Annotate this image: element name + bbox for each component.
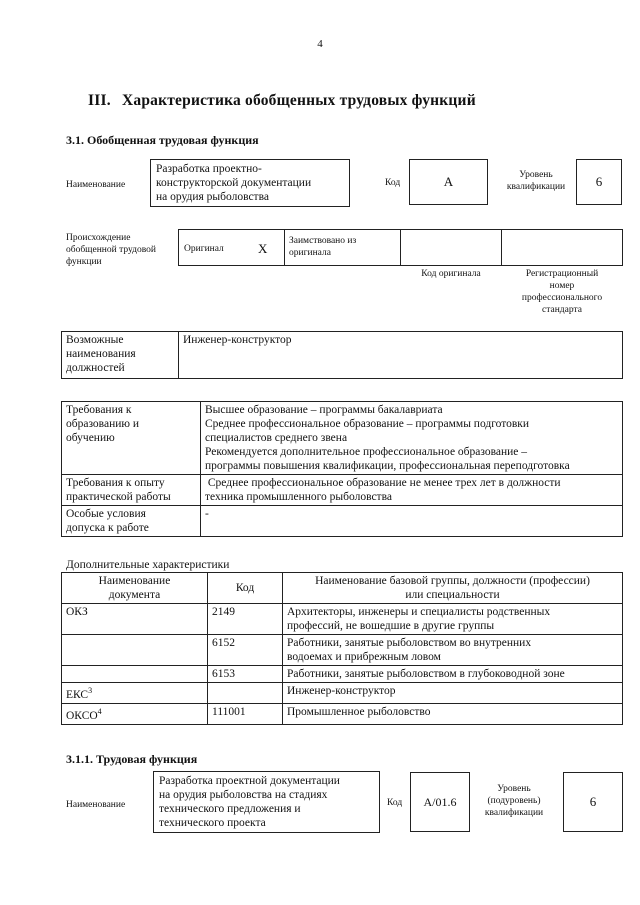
original-label: Оригинал [184,244,224,254]
section-title [88,92,476,110]
name-line: Работники, занятые рыболовством во внутренних [287,637,532,649]
positions-value: Инженер-конструктор [179,332,623,379]
doc-name: ОКЗ [66,606,88,618]
req-label-line: допуска к работе [66,522,149,534]
table-row [62,475,623,506]
header-line: или специальности [405,589,500,601]
tf-name-line: технического предложения и [159,803,301,815]
req-label-line: Требования к опыту [66,477,165,489]
gtf-code-box: А [409,159,488,205]
gtf-name-label: Наименование [66,180,126,190]
req-label-line: Особые условия [66,508,146,520]
section-title-text: Характеристика обобщенных трудовых функций [122,92,476,109]
req-value-line: Высшее образование – программы бакалавриата [205,404,443,416]
origin-label-line: функции [66,257,102,267]
origin-borrowed-cell [284,229,401,266]
positions-label [62,332,179,379]
positions-label-line: наименования [66,348,136,360]
positions-label-line: Возможные [66,334,124,346]
section-roman: III. [88,92,111,109]
borrowed-label-line: Заимствовано из [289,236,357,246]
borrowed-label-line: оригинала [289,248,331,258]
tf-level-label-line: квалификации [484,808,544,818]
origin-label-line: Происхождение [66,233,131,243]
positions-table [61,331,623,379]
requirement-label [62,506,201,537]
req-label-line: обучению [66,432,115,444]
gtf-heading: 3.1. Обобщенная трудовая функция [66,133,259,147]
requirement-label [62,475,201,506]
name-line: Архитекторы, инженеры и специалисты родственных [287,606,551,618]
tf-heading: 3.1.1. Трудовая функция [66,752,198,766]
gtf-code-label: Код [385,178,401,188]
reg-number-cell [501,229,623,266]
gtf-level-label [500,169,572,193]
origin-code-cell [400,229,502,266]
requirements-table [61,401,623,537]
origin-original-cell [178,229,285,266]
column-header [62,573,208,604]
code-cell: 6152 [208,635,283,666]
doc-cell [62,604,208,635]
tf-code-box: А/01.6 [410,772,470,832]
extra-caption: Дополнительные характеристики [66,559,230,571]
name-line: водоемах и прибрежным ловом [287,651,441,663]
reg-number-caption [501,268,623,316]
code-cell: 111001 [208,703,283,724]
header-line: Наименование [98,575,171,587]
doc-cell [62,703,208,724]
gtf-level-label-line: Уровень [519,170,553,180]
code-cell [208,683,283,704]
doc-cell [62,666,208,683]
doc-name: ЕКС [66,688,89,701]
name-cell: Работники, занятые рыболовством в глубоководной зоне [283,666,623,683]
code-cell: 6153 [208,666,283,683]
gtf-name-box [150,159,350,207]
positions-label-line: должностей [66,362,125,374]
gtf-name-line: на орудия рыболовства [156,191,269,203]
origin-label-line: обобщенной трудовой [66,245,156,255]
tf-name-line: Разработка проектной документации [159,775,340,787]
req-label-line: образованию и [66,418,139,430]
tf-level-label [476,783,552,819]
tf-level-label-line: Уровень [497,784,531,794]
req-label-line: практической работы [66,491,171,503]
reg-caption-line: Регистрационный [525,269,599,279]
req-value-line: техника промышленного рыболовства [205,491,392,503]
table-row [62,683,623,704]
requirement-value [201,402,623,475]
req-value-line: - [205,508,209,520]
requirement-value [201,506,623,537]
name-cell [283,604,623,635]
tf-code-label: Код [387,798,403,808]
req-value-line: программы повышения квалификации, профессиональная переподготовка [205,460,570,472]
requirement-value [201,475,623,506]
tf-name-label: Наименование [66,800,126,810]
name-line: профессий, не вошедшие в другие группы [287,620,495,632]
table-row [62,506,623,537]
footnote-ref: 3 [88,686,93,695]
tf-name-line: технического проекта [159,817,266,829]
name-cell [283,635,623,666]
doc-cell [62,635,208,666]
original-mark: X [258,241,268,256]
gtf-level-label-line: квалификации [506,182,566,192]
req-value-line: специалистов среднего звена [205,432,348,444]
reg-caption-line: стандарта [542,305,582,315]
req-value-line: Среднее профессиональное образование не менее трех лет в должности [205,477,561,489]
req-label-line: Требования к [66,404,132,416]
tf-level-box: 6 [563,772,623,832]
footnote-ref: 4 [97,706,102,716]
tf-level-label-line: (подуровень) [487,796,541,806]
gtf-level-box: 6 [576,159,622,205]
reg-caption-line: номер [549,281,575,291]
table-row [62,666,623,683]
origin-code-caption: Код оригинала [421,269,481,279]
req-value-line: Рекомендуется дополнительное профессиональное образование – [205,446,528,458]
table-row [62,402,623,475]
header-line: Наименование базовой группы, должности (профессии) [315,575,590,587]
reg-caption-line: профессионального [521,293,603,303]
tf-name-line: на орудия рыболовства на стадиях [159,789,328,801]
gtf-name-line: конструкторской документации [156,177,312,189]
doc-name: ОКСО [66,709,98,722]
tf-name-box [153,771,380,833]
page-number: 4 [317,38,323,50]
table-row [62,635,623,666]
column-header [283,573,623,604]
table-row [62,703,623,724]
extra-table [61,572,623,725]
gtf-name-line: Разработка проектно- [156,163,262,175]
req-value-line: Среднее профессиональное образование – программы подготовки [205,418,530,430]
gtf-origin-label [66,232,156,268]
name-cell: Промышленное рыболовство [283,703,623,724]
table-row [62,604,623,635]
name-cell: Инженер-конструктор [283,683,623,704]
code-cell: 2149 [208,604,283,635]
table-header-row [62,573,623,604]
doc-cell [62,683,208,704]
column-header: Код [208,573,283,604]
header-line: документа [108,589,161,601]
requirement-label [62,402,201,475]
